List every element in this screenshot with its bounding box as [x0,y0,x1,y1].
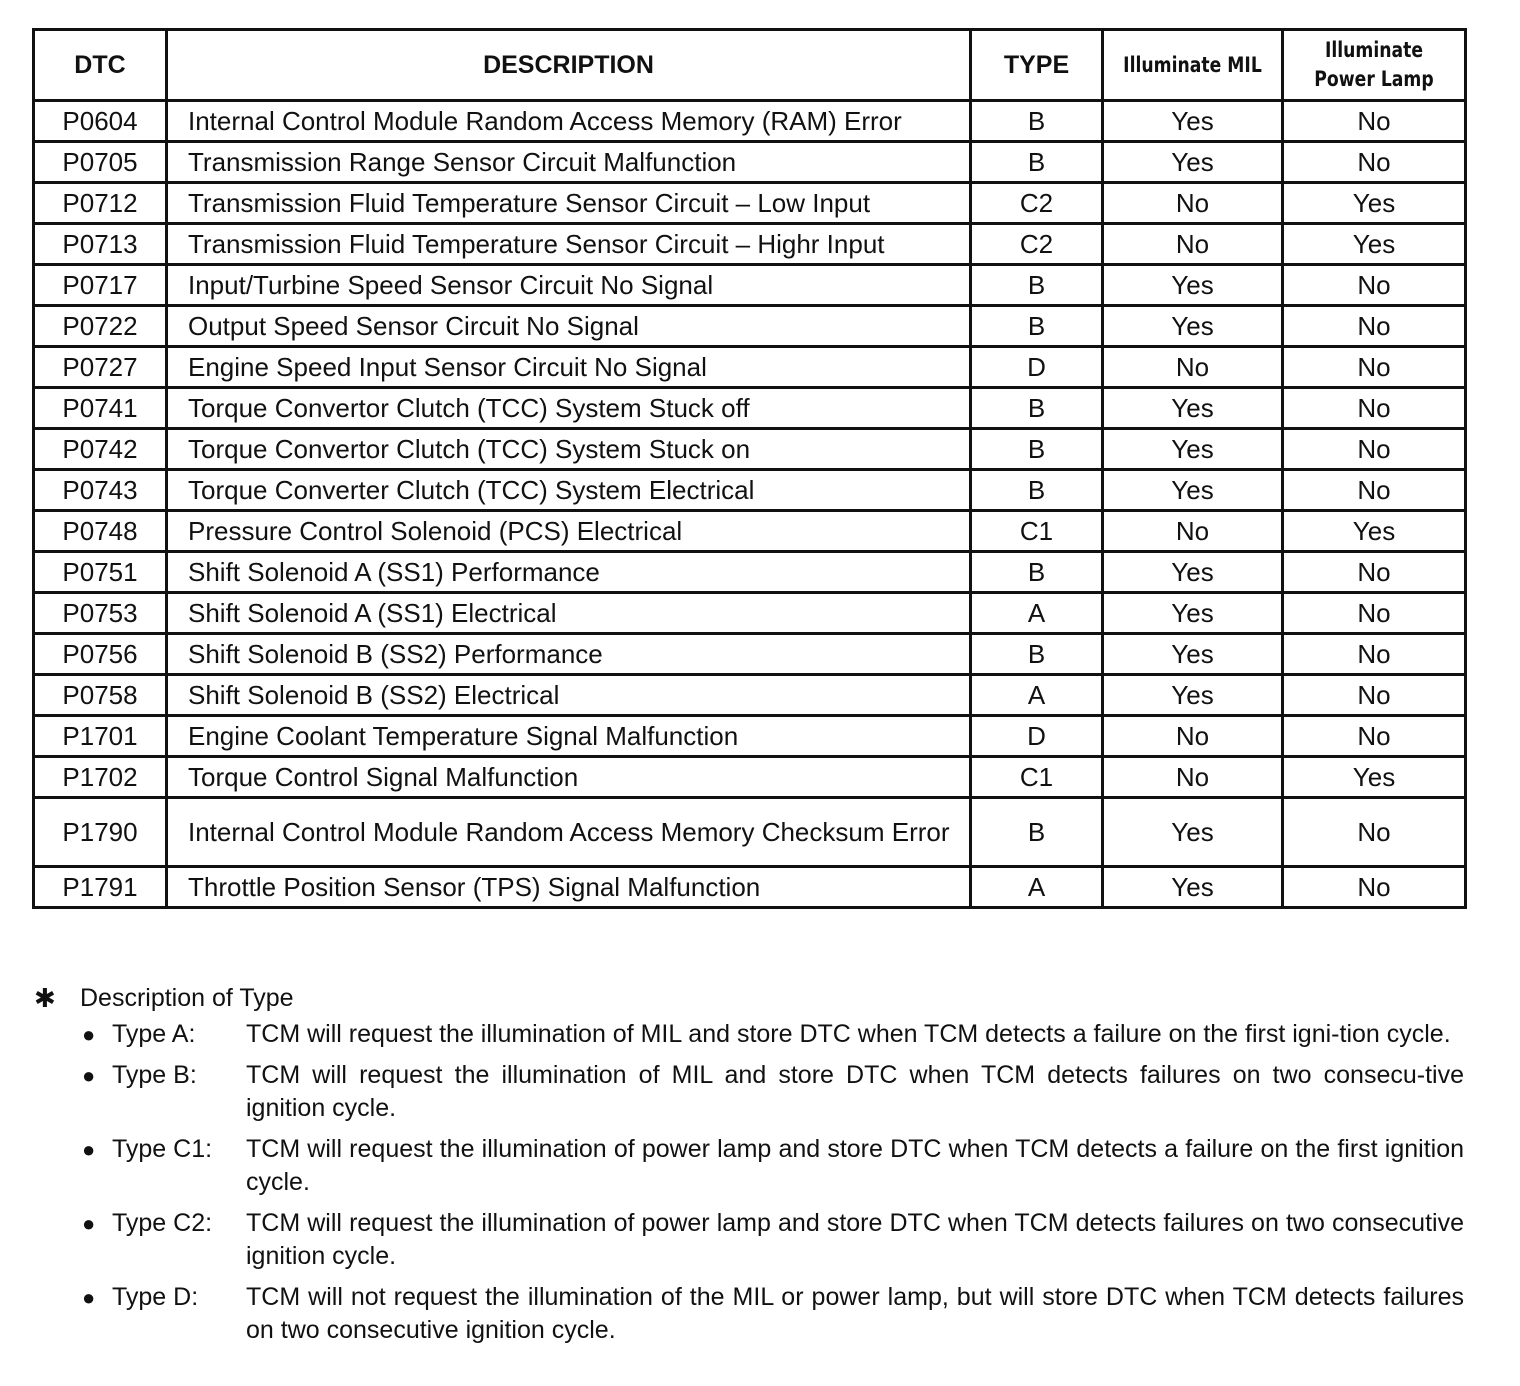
table-row [34,224,1466,265]
cell-illuminate-mil: No [1103,716,1283,757]
cell-type: B [971,470,1103,511]
cell-type: B [971,634,1103,675]
cell-illuminate-mil: Yes [1103,429,1283,470]
cell-dtc: P0741 [34,388,167,429]
bullet-icon: ● [82,1063,96,1088]
cell-dtc: P0756 [34,634,167,675]
table-row [34,634,1466,675]
bullet-icon: ● [82,1211,96,1236]
cell-description: Shift Solenoid B (SS2) Electrical [167,675,971,716]
table-row [34,347,1466,388]
table-row [34,593,1466,634]
cell-description: Torque Convertor Clutch (TCC) System Stuck on [167,429,971,470]
cell-illuminate-power-lamp: No [1283,429,1466,470]
cell-illuminate-power-lamp: Yes [1283,757,1466,798]
type-text: TCM will request the illumination of power lamp and store DTC when TCM detects failures on two consecutive ignition cycle. [246,1209,1464,1270]
cell-dtc: P0705 [34,142,167,183]
cell-description: Torque Convertor Clutch (TCC) System Stuck off [167,388,971,429]
cell-description: Transmission Fluid Temperature Sensor Circuit – Highr Input [167,224,971,265]
cell-description: Torque Control Signal Malfunction [167,757,971,798]
cell-illuminate-power-lamp: No [1283,798,1466,867]
cell-dtc: P0753 [34,593,167,634]
cell-illuminate-mil: Yes [1103,798,1283,867]
bullet-icon: ● [82,1285,96,1310]
cell-type: B [971,388,1103,429]
cell-type: B [971,798,1103,867]
bullet-icon: ● [82,1022,96,1047]
cell-dtc: P0604 [34,101,167,142]
cell-illuminate-mil: No [1103,757,1283,798]
type-label: Type C2: [112,1209,213,1237]
cell-illuminate-power-lamp: No [1283,634,1466,675]
cell-illuminate-power-lamp: No [1283,142,1466,183]
cell-illuminate-mil: No [1103,183,1283,224]
type-label: Type D: [112,1283,199,1311]
cell-description: Engine Coolant Temperature Signal Malfunction [167,716,971,757]
header-type: TYPE [971,30,1103,101]
cell-type: A [971,593,1103,634]
header-illuminate-power-lamp [1283,30,1466,101]
cell-illuminate-power-lamp: Yes [1283,511,1466,552]
table-row [34,867,1466,908]
cell-dtc: P0743 [34,470,167,511]
cell-description: Pressure Control Solenoid (PCS) Electrical [167,511,971,552]
cell-description: Output Speed Sensor Circuit No Signal [167,306,971,347]
table-row [34,511,1466,552]
cell-description: Shift Solenoid A (SS1) Performance [167,552,971,593]
type-label: Type C1: [112,1135,213,1163]
cell-illuminate-mil: Yes [1103,470,1283,511]
table-row [34,675,1466,716]
cell-description: Throttle Position Sensor (TPS) Signal Malfunction [167,867,971,908]
cell-illuminate-power-lamp: No [1283,552,1466,593]
cell-dtc: P0713 [34,224,167,265]
cell-description: Transmission Fluid Temperature Sensor Circuit – Low Input [167,183,971,224]
cell-type: C2 [971,183,1103,224]
cell-illuminate-mil: No [1103,511,1283,552]
header-power-lamp-line1: Illuminate [1324,38,1424,62]
type-label: Type B: [112,1061,197,1089]
cell-dtc: P0748 [34,511,167,552]
header-description: DESCRIPTION [167,30,971,101]
cell-type: C1 [971,757,1103,798]
table-row [34,101,1466,142]
cell-description: Input/Turbine Speed Sensor Circuit No Signal [167,265,971,306]
table-row [34,306,1466,347]
cell-illuminate-mil: Yes [1103,867,1283,908]
cell-dtc: P0712 [34,183,167,224]
type-descriptions [34,980,1464,1355]
cell-illuminate-mil: Yes [1103,306,1283,347]
header-dtc: DTC [34,30,167,101]
cell-illuminate-power-lamp: No [1283,265,1466,306]
cell-type: C2 [971,224,1103,265]
cell-description: Shift Solenoid B (SS2) Performance [167,634,971,675]
cell-illuminate-mil: No [1103,224,1283,265]
cell-illuminate-mil: Yes [1103,388,1283,429]
table-row [34,265,1466,306]
cell-illuminate-mil: Yes [1103,634,1283,675]
table-row [34,183,1466,224]
table-header-row [34,30,1466,101]
cell-dtc: P1791 [34,867,167,908]
cell-illuminate-power-lamp: No [1283,593,1466,634]
cell-illuminate-power-lamp: No [1283,306,1466,347]
type-label: Type A: [112,1020,196,1048]
cell-description: Internal Control Module Random Access Memory (RAM) Error [167,101,971,142]
cell-type: D [971,716,1103,757]
cell-dtc: P0742 [34,429,167,470]
table-row [34,716,1466,757]
type-note [82,1207,1464,1273]
cell-illuminate-power-lamp: Yes [1283,183,1466,224]
type-text: TCM will request the illumination of MIL and store DTC when TCM detects failures on two consecu-tive ignition cycle. [246,1061,1464,1122]
cell-description: Engine Speed Input Sensor Circuit No Signal [167,347,971,388]
cell-type: B [971,142,1103,183]
cell-illuminate-mil: No [1103,347,1283,388]
cell-dtc: P0717 [34,265,167,306]
table-row [34,798,1466,867]
notes-title-row [34,980,1464,1016]
type-text: TCM will request the illumination of MIL and store DTC when TCM detects a failure on the first igni-tion cycle. [246,1020,1451,1048]
table-row [34,470,1466,511]
cell-type: B [971,265,1103,306]
bullet-icon: ● [82,1137,96,1162]
cell-illuminate-power-lamp: No [1283,101,1466,142]
cell-type: D [971,347,1103,388]
header-illuminate-mil: Illuminate MIL [1103,30,1283,101]
cell-illuminate-power-lamp: No [1283,388,1466,429]
cell-description: Internal Control Module Random Access Memory Checksum Error [167,798,971,867]
cell-type: B [971,101,1103,142]
type-note [82,1018,1464,1051]
cell-type: B [971,552,1103,593]
table-row [34,429,1466,470]
type-text: TCM will not request the illumination of the MIL or power lamp, but will store DTC when TCM detects failures on two consecutive ignition cycle. [246,1283,1464,1344]
table-row [34,757,1466,798]
table-row [34,552,1466,593]
table-row [34,388,1466,429]
cell-illuminate-mil: Yes [1103,101,1283,142]
cell-type: A [971,675,1103,716]
header-power-lamp-line2: Power Lamp [1314,67,1434,91]
cell-type: B [971,306,1103,347]
dtc-table [32,28,1467,909]
type-note [82,1059,1464,1125]
cell-illuminate-mil: Yes [1103,675,1283,716]
cell-type: A [971,867,1103,908]
cell-illuminate-power-lamp: No [1283,347,1466,388]
cell-illuminate-mil: Yes [1103,142,1283,183]
cell-type: B [971,429,1103,470]
cell-illuminate-power-lamp: No [1283,867,1466,908]
cell-illuminate-power-lamp: No [1283,675,1466,716]
cell-dtc: P0722 [34,306,167,347]
table-row [34,142,1466,183]
cell-illuminate-power-lamp: Yes [1283,224,1466,265]
cell-description: Torque Converter Clutch (TCC) System Electrical [167,470,971,511]
cell-dtc: P0758 [34,675,167,716]
cell-dtc: P1701 [34,716,167,757]
type-note [82,1281,1464,1347]
asterisk-icon: ✱ [34,982,56,1013]
cell-type: C1 [971,511,1103,552]
cell-dtc: P0751 [34,552,167,593]
cell-description: Shift Solenoid A (SS1) Electrical [167,593,971,634]
cell-illuminate-mil: Yes [1103,552,1283,593]
cell-dtc: P0727 [34,347,167,388]
type-text: TCM will request the illumination of power lamp and store DTC when TCM detects a failure on the first ignition cycle. [246,1135,1464,1196]
cell-illuminate-mil: Yes [1103,265,1283,306]
cell-description: Transmission Range Sensor Circuit Malfunction [167,142,971,183]
cell-illuminate-mil: Yes [1103,593,1283,634]
notes-title: Description of Type [80,983,294,1012]
type-note [82,1133,1464,1199]
cell-illuminate-power-lamp: No [1283,716,1466,757]
cell-dtc: P1702 [34,757,167,798]
cell-illuminate-power-lamp: No [1283,470,1466,511]
cell-dtc: P1790 [34,798,167,867]
